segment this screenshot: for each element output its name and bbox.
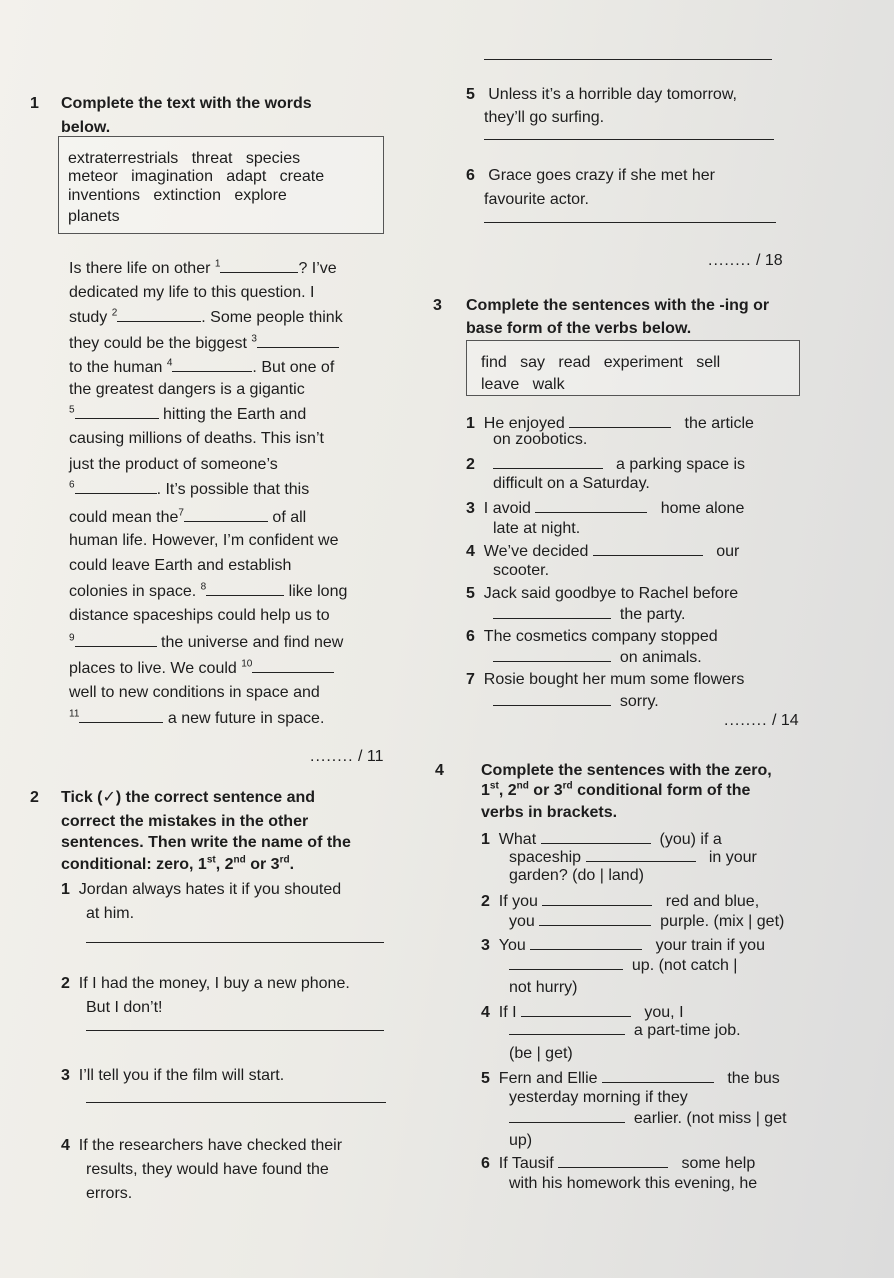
ex2-item-2-line2: But I don’t! xyxy=(86,999,163,1016)
gap-blank[interactable] xyxy=(75,479,157,494)
ex2-item-4: 4 If the researchers have checked their xyxy=(61,1137,343,1154)
ex2-item-4-line2: results, they would have found the xyxy=(86,1161,329,1178)
answer-line xyxy=(86,1030,384,1031)
answer-line xyxy=(484,139,774,140)
ex4-number: 4 xyxy=(435,762,444,779)
ex4-item-2: 2 If you red and blue, xyxy=(481,893,760,910)
ex4-item-5-line3: earlier. (not miss | get xyxy=(509,1108,787,1129)
gap-blank[interactable] xyxy=(172,357,252,372)
ex1-text-line: to the human $^4$ . But one of xyxy=(69,357,335,376)
ex3-item-3: 3 I avoid home alone xyxy=(466,500,745,517)
ex1-text-line: $^5$ hitting the Earth and xyxy=(69,404,307,423)
ex1-words-row4: planets xyxy=(68,208,120,225)
answer-blank[interactable] xyxy=(493,647,611,662)
ex2-item-1-line2: at him. xyxy=(86,905,135,922)
ex3-item-7-line2: sorry. xyxy=(493,691,659,712)
ex4-item-4-line3: (be | get) xyxy=(509,1045,573,1062)
ex1-text-line: $^{11}$ a new future in space. xyxy=(69,708,325,727)
ex1-words-row3: inventions extinction explore xyxy=(68,187,287,204)
answer-blank[interactable] xyxy=(530,935,642,950)
ex3-item-2: 2 a parking space is xyxy=(466,456,745,473)
answer-line xyxy=(86,1102,386,1103)
ex4-item-3: 3 You your train if you xyxy=(481,937,765,954)
answer-blank[interactable] xyxy=(541,829,651,844)
ex3-item-6: 6 The cosmetics company stopped xyxy=(466,628,718,645)
ex2-score: ........ / 18 xyxy=(708,252,783,269)
answer-blank[interactable] xyxy=(493,604,611,619)
ex4-item-3-line3: not hurry) xyxy=(509,979,578,996)
ex1-text-line: could mean the$^7$ of all xyxy=(69,507,307,526)
ex1-text-line: the greatest dangers is a gigantic xyxy=(69,381,305,398)
ex2-item-5: 5 Unless it’s a horrible day tomorrow, xyxy=(466,86,737,103)
ex1-text-line: $^6$ . It’s possible that this xyxy=(69,479,310,498)
answer-line xyxy=(484,222,776,223)
ex2-title: conditional: zero, 1st, 2nd or 3rd. xyxy=(61,854,295,873)
ex2-title: sentences. Then write the name of the xyxy=(61,834,351,851)
ex3-item-5-line2: the party. xyxy=(493,604,685,625)
answer-blank[interactable] xyxy=(569,413,671,428)
ex1-text-line: places to live. We could $^{10}$ xyxy=(69,658,334,679)
ex1-text-line: study $^2$ . Some people think xyxy=(69,307,343,326)
ex1-text-line: Is there life on other $^1$ ? I’ve xyxy=(69,258,337,277)
ex4-item-5-line2: yesterday morning if they xyxy=(509,1089,688,1106)
gap-blank[interactable] xyxy=(79,708,163,723)
answer-blank[interactable] xyxy=(493,454,603,469)
ex2-item-6: 6 Grace goes crazy if she met her xyxy=(466,167,716,184)
ex1-title: Complete the text with the words xyxy=(61,95,312,112)
ex4-item-6: 6 If Tausif some help xyxy=(481,1155,756,1172)
ex1-text-line: colonies in space. $^8$ like long xyxy=(69,581,348,600)
ex4-item-1: 1 What (you) if a xyxy=(481,831,722,848)
gap-blank[interactable] xyxy=(75,632,157,647)
ex2-item-4-line3: errors. xyxy=(86,1185,133,1202)
ex1-text-line: well to new conditions in space and xyxy=(69,684,320,701)
ex3-item-6-line2: on animals. xyxy=(493,647,702,668)
answer-blank[interactable] xyxy=(586,847,696,862)
answer-blank[interactable] xyxy=(521,1002,631,1017)
ex4-item-6-line2: with his homework this evening, he xyxy=(509,1175,758,1192)
ex3-item-7: 7 Rosie bought her mum some flowers xyxy=(466,671,745,688)
ex3-item-1-line2: on zoobotics. xyxy=(493,431,588,448)
gap-blank[interactable] xyxy=(257,333,339,348)
ex2-item-1: 1 Jordan always hates it if you shouted xyxy=(61,881,342,898)
answer-blank[interactable] xyxy=(509,1108,625,1123)
ex4-item-1-line3: garden? (do | land) xyxy=(509,867,644,884)
answer-blank[interactable] xyxy=(493,691,611,706)
ex3-item-4-line2: scooter. xyxy=(493,562,550,579)
answer-blank[interactable] xyxy=(558,1153,668,1168)
ex3-item-2-line2: difficult on a Saturday. xyxy=(493,475,650,492)
answer-blank[interactable] xyxy=(539,911,651,926)
ex2-item-2: 2 If I had the money, I buy a new phone. xyxy=(61,975,350,992)
answer-blank[interactable] xyxy=(509,955,623,970)
answer-blank[interactable] xyxy=(593,541,703,556)
gap-blank[interactable] xyxy=(220,258,298,273)
ex3-words-row2: leave walk xyxy=(481,376,565,393)
ex3-title: Complete the sentences with the -ing or xyxy=(466,297,770,314)
ex4-item-2-line2: you purple. (mix | get) xyxy=(509,913,785,930)
ex4-item-1-line2: spaceship in your xyxy=(509,849,757,866)
ex1-words-row1: extraterrestrials threat species xyxy=(68,150,301,167)
ex4-title-line2: 1st, 2nd or 3rd conditional form of the xyxy=(481,780,751,799)
ex1-number: 1 xyxy=(30,95,39,112)
ex2-title: correct the mistakes in the other xyxy=(61,813,309,830)
ex4-item-4: 4 If I you, I xyxy=(481,1004,684,1021)
ex1-text-line: human life. However, I’m confident we xyxy=(69,532,339,549)
ex2-item-3: 3 I’ll tell you if the film will start. xyxy=(61,1067,285,1084)
gap-blank[interactable] xyxy=(252,658,334,673)
ex2-item-6-line2: favourite actor. xyxy=(484,191,589,208)
ex4-item-5: 5 Fern and Ellie the bus xyxy=(481,1070,780,1087)
ex2-number: 2 xyxy=(30,789,39,806)
gap-blank[interactable] xyxy=(184,507,268,522)
ex3-number: 3 xyxy=(433,297,442,314)
ex2-title: Tick (✓) the correct sentence and xyxy=(61,789,316,806)
ex1-text-line: distance spaceships could help us to xyxy=(69,607,330,624)
answer-line xyxy=(86,942,384,943)
ex4-item-5-line4: up) xyxy=(509,1132,533,1149)
answer-line xyxy=(484,59,772,60)
gap-blank[interactable] xyxy=(75,404,159,419)
ex4-item-3-line2: up. (not catch | xyxy=(509,955,737,976)
ex4-item-4-line2: a part-time job. xyxy=(509,1020,741,1041)
answer-blank[interactable] xyxy=(602,1068,714,1083)
ex2-item-5-line2: they’ll go surfing. xyxy=(484,109,605,126)
answer-blank[interactable] xyxy=(535,498,647,513)
ex3-title-line2: base form of the verbs below. xyxy=(466,320,692,337)
ex3-item-1: 1 He enjoyed the article xyxy=(466,415,754,432)
ex1-words-row2: meteor imagination adapt create xyxy=(68,168,325,185)
gap-blank[interactable] xyxy=(206,581,284,596)
ex3-score: ........ / 14 xyxy=(724,712,799,729)
ex1-text-line: just the product of someone’s xyxy=(69,456,278,473)
ex1-text-line: they could be the biggest $^3$ xyxy=(69,333,339,354)
ex3-words-row1: find say read experiment sell xyxy=(481,354,721,371)
ex1-text-line: causing millions of deaths. This isn’t xyxy=(69,430,324,447)
ex1-text-line: could leave Earth and establish xyxy=(69,557,292,574)
ex1-title-line2: below. xyxy=(61,119,111,136)
ex1-score: ........ / 11 xyxy=(310,748,384,765)
ex3-item-3-line2: late at night. xyxy=(493,520,581,537)
answer-blank[interactable] xyxy=(509,1020,625,1035)
answer-blank[interactable] xyxy=(542,891,652,906)
ex4-title-line3: verbs in brackets. xyxy=(481,804,618,821)
ex3-item-5: 5 Jack said goodbye to Rachel before xyxy=(466,585,739,602)
ex3-item-4: 4 We’ve decided our xyxy=(466,543,740,560)
ex1-text-line: dedicated my life to this question. I xyxy=(69,284,315,301)
ex1-text-line: $^9$ the universe and find new xyxy=(69,632,344,651)
gap-blank[interactable] xyxy=(117,307,201,322)
ex4-title: Complete the sentences with the zero, xyxy=(481,762,772,779)
